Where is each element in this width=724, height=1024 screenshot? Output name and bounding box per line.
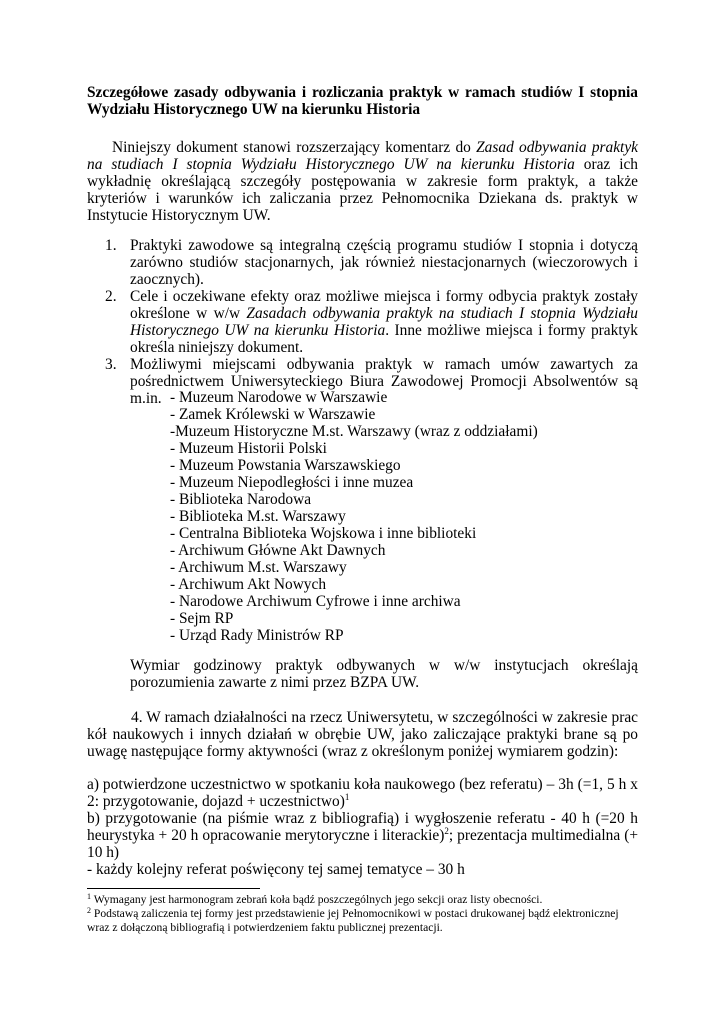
point-4-text: 4. W ramach działalności na rzecz Uniwersytetu, w szczególności w zakresie prac kół naukowych i innych działań w obrębie UW, jako zaliczające praktyki brane są po uwagę następujące formy aktywności (wraz z określonym poniżej wymiarem godzin): — [87, 709, 638, 760]
activities-list — [87, 776, 638, 878]
point-number: 3. — [105, 356, 117, 373]
list-item: - Narodowe Archiwum Cyfrowe i inne archiwa — [170, 593, 461, 610]
places-list — [170, 389, 538, 644]
list-item: - Archiwum M.st. Warszawy — [170, 559, 347, 576]
hours-note-paragraph: Wymiar godzinowy praktyk odbywanych w w/w instytucjach określają porozumienia zawarte z nimi przez BZPA UW. — [130, 657, 638, 691]
activity-b — [87, 810, 638, 861]
list-item: - Archiwum Główne Akt Dawnych — [170, 542, 386, 559]
footnote-mark: 2 — [87, 906, 91, 915]
point-text: Możliwymi miejscami odbywania praktyk w ramach umów zawartych za pośrednictwem Uniwersyteckiego Biura Zawodowej Promocji Absolwentów są m.in. — [130, 356, 638, 407]
activity-a — [87, 776, 638, 810]
point-item — [87, 237, 638, 288]
list-item: - Biblioteka Narodowa — [170, 491, 312, 508]
list-item: - Muzeum Niepodległości i inne muzea — [170, 474, 414, 491]
list-item: - Centralna Biblioteka Wojskowa i inne biblioteki — [170, 525, 477, 542]
list-item: -Muzeum Historyczne M.st. Warszawy (wraz z oddziałami) — [170, 423, 538, 440]
list-item: - Muzeum Narodowe w Warszawie — [170, 389, 388, 406]
list-item: - Muzeum Historii Polski — [170, 440, 327, 457]
footnote — [87, 893, 638, 907]
numbered-points — [87, 237, 638, 407]
list-item: - Muzeum Powstania Warszawskiego — [170, 457, 401, 474]
list-item: - Sejm RP — [170, 610, 234, 627]
activity-b-text: b) przygotowanie (na piśmie wraz z bibliografią) i wygłoszenie referatu - 40 h (=20 h heurystyka + 20 h opracowanie merytoryczne i literackie) — [87, 810, 638, 844]
point-text-before: Cele i oczekiwane efekty oraz możliwe miejsca i formy odbycia praktyk zostały określone w w/w — [130, 288, 638, 322]
footnote-text: Wymagany jest harmonogram zebrań koła bądź poszczególnych jego sekcji oraz listy obecności. — [91, 893, 543, 906]
intro-part2: oraz ich wykładnię określającą szczegóły postępowania w zakresie form praktyk, a także kryteriów i warunków ich zaliczania przez Pełnomocnika Dziekana ds. praktyk w Instytucie Historycznym UW. — [87, 156, 638, 224]
footnote-divider — [87, 888, 260, 889]
footnote — [87, 907, 638, 935]
list-item: - Archiwum Akt Nowych — [170, 576, 327, 593]
list-item: - Zamek Królewski w Warszawie — [170, 406, 376, 423]
list-item: - Urząd Rady Ministrów RP — [170, 627, 344, 644]
activity-c: - każdy kolejny referat poświęcony tej samej tematyce – 30 h — [87, 861, 465, 878]
point-text-after: . Inne możliwe miejsca i formy praktyk określa niniejszy dokument. — [130, 322, 638, 356]
activity-b-text-cont: ; prezentacja multimedialna (+ 10 h) — [87, 827, 638, 861]
point-item — [87, 288, 638, 356]
point-italic-title: Zasadach odbywania praktyk na studiach I stopnia Wydziału Historycznego UW na kierunku Historia — [130, 305, 639, 339]
point-number: 1. — [105, 237, 117, 254]
footnote-mark: 1 — [87, 892, 91, 901]
point-text: Praktyki zawodowe są integralną częścią programu studiów I stopnia i dotyczą zarówno studiów stacjonarnych, jak również niestacjonarnych (wieczorowych i zaocznych). — [130, 237, 638, 288]
footnote-ref[interactable]: 2 — [444, 826, 449, 836]
document-title: Szczegółowe zasady odbywania i rozliczania praktyk w ramach studiów I stopnia Wydziału Historycznego UW na kierunku Historia — [87, 84, 638, 118]
intro-italic-title: Zasad odbywania praktyk na studiach I stopnia Wydziału Historycznego UW na kierunku Historia — [87, 139, 638, 173]
footnotes — [87, 893, 638, 935]
intro-text — [87, 139, 638, 224]
footnote-text: Podstawą zaliczenia tej formy jest przedstawienie jej Pełnomocnikowi w postaci drukowanej bądź elektronicznej wraz z dołączoną bibliografią i potwierdzeniem faktu publicznej prezentacji. — [87, 907, 619, 934]
point-4-paragraph — [87, 709, 638, 760]
intro-paragraph — [87, 139, 638, 224]
footnote-ref[interactable]: 1 — [344, 792, 350, 802]
list-item: - Biblioteka M.st. Warszawy — [170, 508, 346, 525]
point-number: 2. — [105, 288, 117, 305]
activity-a-text: a) potwierdzone uczestnictwo w spotkaniu koła naukowego (bez referatu) – 3h (=1, 5 h x 2: przygotowanie, dojazd + uczestnictwo) — [87, 776, 638, 810]
intro-part1: Niniejszy dokument stanowi rozszerzający komentarz do — [112, 139, 477, 156]
